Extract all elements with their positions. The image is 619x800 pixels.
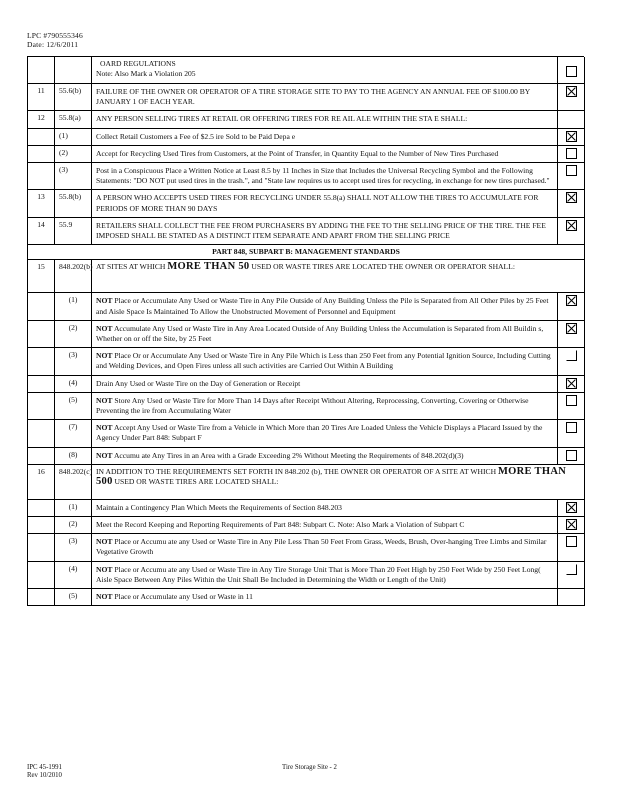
regulation-reference: (3) [55,534,92,561]
row-number [28,145,55,162]
requirement-text: IN ADDITION TO THE REQUIREMENTS SET FORTH IN 848.202 (b), THE OWNER OR OPERATOR OF A SITE AT WHICH [96,466,498,476]
regulation-reference: 55.8(a) [55,111,92,128]
table-row [28,217,585,244]
requirement-text: AT SITES AT WHICH [96,262,168,272]
violation-checkbox[interactable] [566,450,577,461]
section-heading-row [28,245,585,260]
requirement-keyword: NOT [96,395,113,405]
row-number: 14 [28,217,55,244]
regulation-reference: (7) [55,420,92,447]
requirement-text: Drain Any Used or Waste Tire on the Day of Generation or Receipt [96,378,301,388]
violation-checkbox[interactable] [566,422,577,433]
table-row [28,392,585,419]
table-row [28,499,585,516]
requirement-text: Accept for Recycling Used Tires from Customers, at the Point of Transfer, in Quantity Equal to the Number of New Tires Purchased [96,148,499,158]
regulation-reference: 55.9 [55,217,92,244]
requirement-text: Collect Retail Customers a Fee of $2.5 ire Sold to be Paid Depa e [96,131,296,141]
regulation-reference: 848.202(b) [55,260,92,293]
requirement-keyword: NOT [96,423,113,433]
requirement-keyword: NOT [96,296,113,306]
regulation-reference: (3) [55,348,92,375]
table-row [28,190,585,217]
row-number [28,517,55,534]
requirement-text: Place or Accumulate Any Used or Waste Tire in Any Pile Outside of Any Building Unless the Pile is Separated from All Other Piles by 25 Feet and Aisle Space Is Maintained To Allow the Unobstructed Movement of Personnel and Equipment [96,296,549,316]
table-row [28,561,585,588]
table-row [28,420,585,447]
violation-checkbox[interactable] [566,165,577,176]
requirement-text: Place or Accumu ate any Used or Waste Tire in Any Tire Storage Unit That is More Than 20 Feet High by 250 Feet Wide by 250 Feet Long( Aisle Space Between Any Piles Within the Unit Shall Be Included in Determining the Width or Length of the Unit) [96,564,541,584]
requirement-text: Accumulate Any Used or Waste Tire in Any Area Located Outside of Any Building Unless the Accumulation is Separated from All Buildin s, Whether on or off the Site, by 25 Feet [96,323,544,344]
threshold-text: MORE THAN 500 [96,465,567,488]
row-number [28,375,55,392]
violations-table [27,56,584,606]
requirement-text: Post in a Conspicuous Place a Written Notice at Least 8.5 by 11 Inches in Size that Includes the Universal Recycling Symbol and the Following Statements: "DO NOT put used tires in the trash.", and "State law requires us to accept used tires for recycling, in exchange for new tires purchased." [96,166,550,186]
row-number [28,561,55,588]
requirement-keyword: NOT [96,537,113,547]
requirement-text: Accept Any Used or Waste Tire from a Vehicle in Which More than 20 Tires Are Loaded Unless the Vehicle Displays a Placard Issued by the Agency Under Part 848: Subpart F [96,423,543,443]
violation-checkbox[interactable] [566,350,577,361]
violation-checkbox[interactable] [566,86,577,97]
requirement-text: RETAILERS SHALL COLLECT THE FEE FROM PURCHASERS BY ADDING THE FEE TO THE SELLING PRICE OF THE TIRE. THE FEE IMPOSED SHALL BE STATED AS A DISTINCT ITEM SEPARATE AND APART FROM THE SELLING PRICE [96,220,546,241]
page-footer: Tire Storage Site - 2 [282,764,337,771]
regulation-reference: (4) [55,375,92,392]
violation-checkbox[interactable] [566,564,577,575]
row-number [28,589,55,606]
row-number: 12 [28,111,55,128]
violation-checkbox[interactable] [566,148,577,159]
row-number [28,534,55,561]
regulation-reference: (1) [55,128,92,145]
requirement-text: A PERSON WHO ACCEPTS USED TIRES FOR RECYCLING UNDER 55.8(a) SHALL NOT ALLOW THE TIRES TO ACCUMULATE FOR PERIODS OF MORE THAN 90 DAYS [96,193,539,213]
requirement-keyword: NOT [96,351,113,361]
regulation-reference: (4) [55,561,92,588]
table-row [28,57,585,84]
document-id: LPC #790555346 [27,31,83,40]
row-number [28,348,55,375]
requirement-text: USED OR WASTE TIRES ARE LOCATED THE OWNER OR OPERATOR SHALL: [249,262,515,272]
table-row [28,348,585,375]
regulation-reference: (2) [55,517,92,534]
form-revision: Rev 10/2010 [27,772,62,779]
regulation-reference: (5) [55,589,92,606]
requirement-keyword: NOT [96,323,113,333]
violation-checkbox[interactable] [566,192,577,203]
requirement-keyword: NOT [96,592,113,602]
row-number [28,392,55,419]
row-number: 11 [28,84,55,111]
requirement-text: USED OR WASTE TIRES ARE LOCATED SHALL: [112,477,279,487]
regulation-reference: (3) [55,163,92,190]
regulation-reference: 55.8(b) [55,190,92,217]
regulation-reference: (1) [55,499,92,516]
row-number [28,163,55,190]
violation-checkbox[interactable] [566,502,577,513]
requirement-text: Place or Accumu ate any Used or Waste Tire in Any Pile Less Than 50 Feet From Grass, Weeds, Brush, Over-hanging Tree Limbs and Similar Vegetative Growth [96,537,547,557]
row-number: 15 [28,260,55,293]
row-number: 16 [28,464,55,499]
row-number [28,320,55,347]
table-row [28,534,585,561]
requirement-keyword: NOT [96,564,113,574]
requirement-text: Maintain a Contingency Plan Which Meets the Requirements of Section 848.203 [96,502,342,512]
requirement-text: ANY PERSON SELLING TIRES AT RETAIL OR OFFERING TIRES FOR RE AIL ALE WITHIN THE STA E SHALL: [96,114,468,124]
regulation-reference: (2) [55,145,92,162]
regulation-reference: (8) [55,447,92,464]
violation-checkbox[interactable] [566,66,577,77]
regulation-reference: (1) [55,293,92,320]
regulation-reference: (2) [55,320,92,347]
table-row [28,128,585,145]
requirement-keyword: NOT [96,450,113,460]
regulation-heading: OARD REGULATIONS [100,59,176,68]
regulation-reference: 55.6(b) [55,84,92,111]
row-number [28,293,55,320]
threshold-text: MORE THAN 50 [167,261,250,273]
section-title: PART 848, SUBPART B: MANAGEMENT STANDARDS [28,245,585,260]
table-row [28,589,585,606]
form-number: IPC 45-1991 [27,764,62,771]
violation-checkbox[interactable] [566,536,577,547]
violation-checkbox[interactable] [566,220,577,231]
table-row [28,320,585,347]
violation-checkbox[interactable] [566,131,577,142]
row-number [28,128,55,145]
requirement-text: FAILURE OF THE OWNER OR OPERATOR OF A TIRE STORAGE SITE TO PAY TO THE AGENCY AN ANNUAL FEE OF $100.00 BY JANUARY 1 OF EACH YEAR. [96,87,531,107]
table-row [28,375,585,392]
regulation-reference: 848.202(c) [55,464,92,499]
table-row [28,163,585,190]
requirement-text: Accumu ate Any Tires in an Area with a Grade Exceeding 2% Without Meeting the Requirements of 848.202(d)(3) [112,450,464,460]
table-row [28,145,585,162]
violation-checkbox[interactable] [566,395,577,406]
row-number [28,499,55,516]
table-row [28,447,585,464]
regulation-reference: (5) [55,392,92,419]
requirement-text: Store Any Used or Waste Tire for More Than 14 Days after Receipt Without Altering, Reprocessing, Converting, Covering or Otherwise Preventing the ire from Accumulating Water [96,395,529,416]
requirement-text: Place or Accumulate any Used or Waste in 11 [112,592,253,602]
row-number [28,420,55,447]
violation-checkbox[interactable] [566,519,577,530]
document-date: Date: 12/6/2011 [27,40,79,49]
table-row [28,260,585,293]
table-row [28,464,585,499]
row-number: 13 [28,190,55,217]
regulation-note: Note: Also Mark a Violation 205 [96,69,196,79]
requirement-text: Meet the Record Keeping and Reporting Requirements of Part 848: Subpart C. Note: Also Mark a Violation of Subpart C [96,520,465,530]
requirement-text: Place Or or Accumulate Any Used or Waste Tire in Any Pile Which is Less than 250 Feet from any Potential Ignition Source, Including Cutting and Welding Devices, and Open Fires unless all such activities are Carried Out Within A Building [96,351,551,371]
table-row [28,84,585,111]
violation-checkbox[interactable] [566,323,577,334]
violation-checkbox[interactable] [566,378,577,389]
violation-checkbox[interactable] [566,295,577,306]
table-row [28,517,585,534]
table-row [28,111,585,128]
row-number [28,447,55,464]
table-row [28,293,585,320]
